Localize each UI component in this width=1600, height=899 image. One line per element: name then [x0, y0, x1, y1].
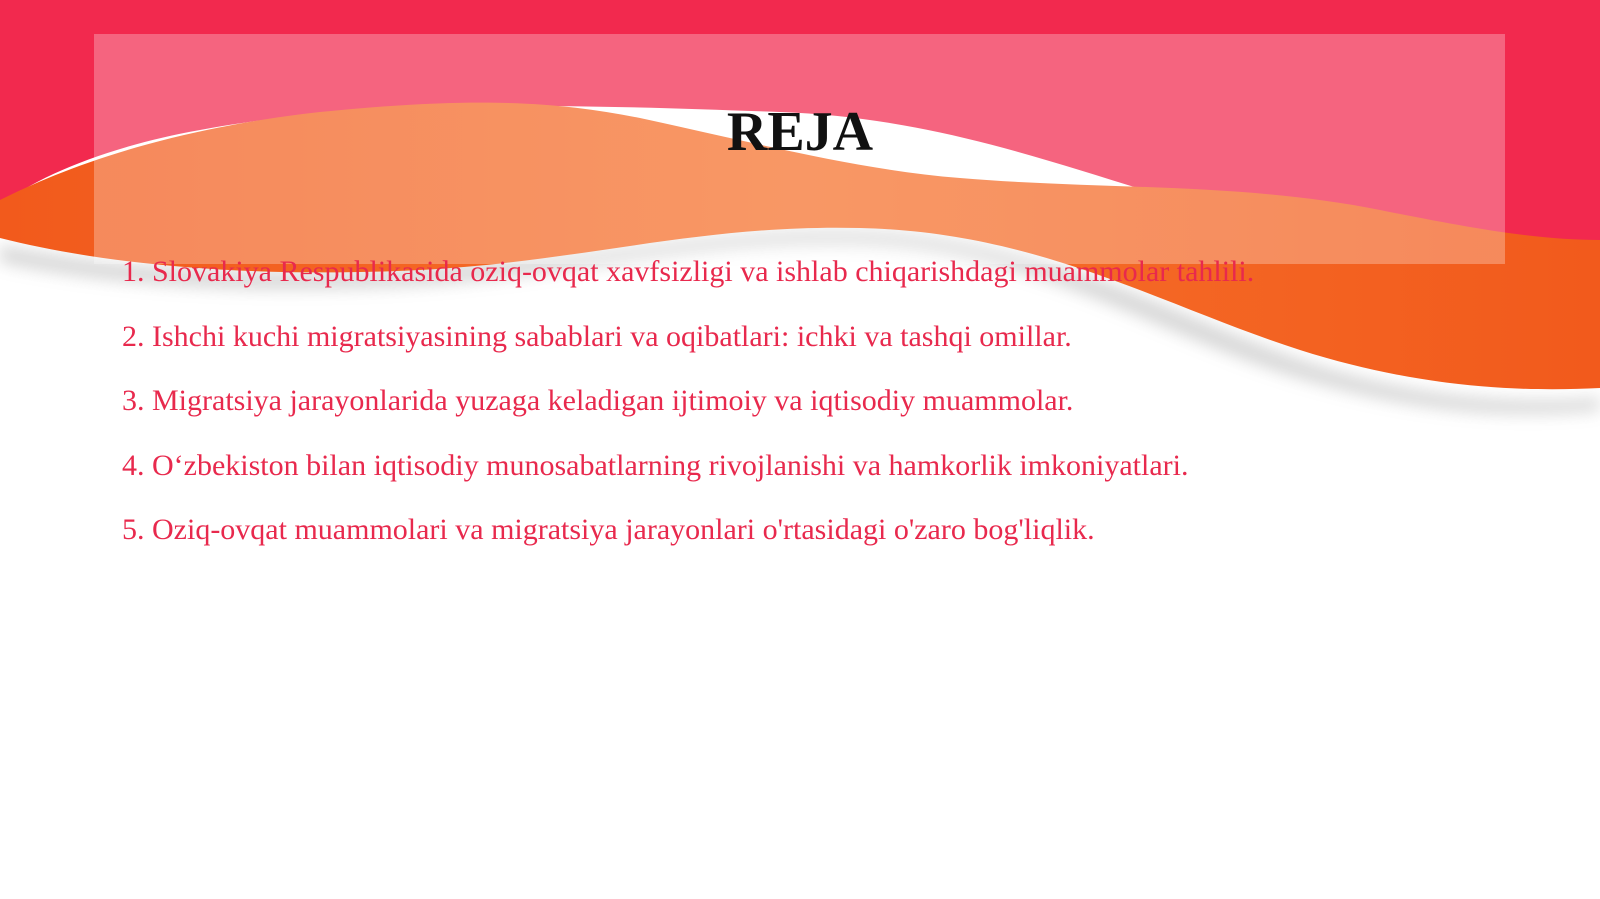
plan-item-4: 4. O‘zbekiston bilan iqtisodiy munosabatlarning rivojlanishi va hamkorlik imkoniyatlari.	[122, 448, 1189, 482]
plan-item-3: 3. Migratsiya jarayonlarida yuzaga keladigan ijtimoiy va iqtisodiy muammolar.	[122, 384, 1074, 417]
plan-item-2: 2. Ishchi kuchi migratsiyasining sabablari va oqibatlari: ichki va tashqi omillar.	[122, 319, 1072, 353]
plan-item-1: 1. Slovakiya Respublikasida oziq-ovqat xavfsizligi va ishlab chiqarishdagi muammolar tahlili.	[122, 255, 1255, 288]
slide-title: REJA	[726, 101, 874, 163]
plan-list	[122, 252, 1542, 575]
plan-item-5: 5. Oziq-ovqat muammolari va migratsiya jarayonlari o'rtasidagi o'zaro bog'liqlik.	[122, 513, 1095, 546]
